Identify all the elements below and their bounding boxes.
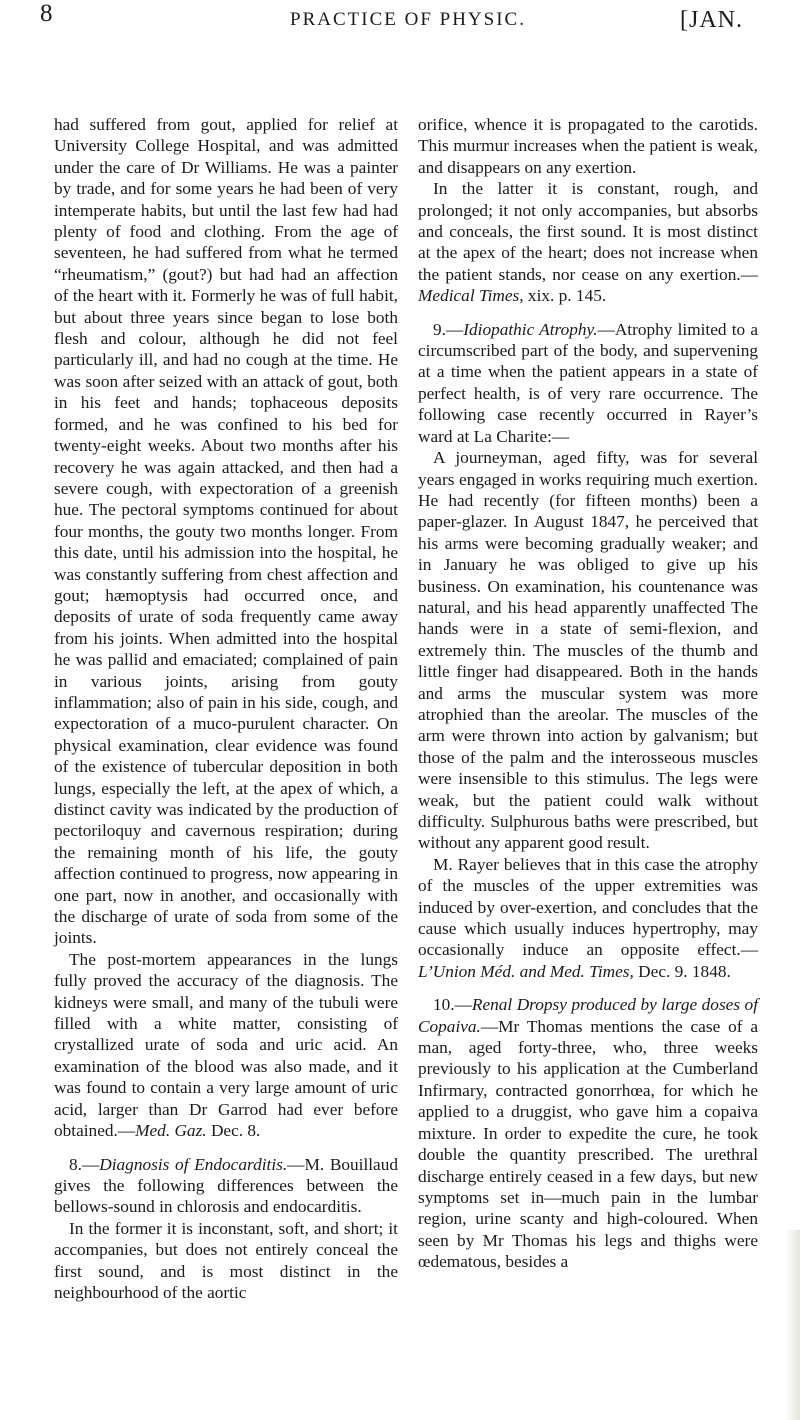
section-title: Diagnosis of Endocarditis.	[99, 1154, 288, 1174]
left-column	[54, 114, 398, 1303]
paragraph-text: —M. Bouillaud gives the following differences between the bellows-sound in chlorosis and endocarditis.	[54, 1154, 399, 1217]
paragraph	[418, 178, 758, 306]
citation-date: Dec. 8.	[206, 1121, 261, 1141]
page-number: 8	[40, 0, 53, 27]
running-head: PRACTICE OF PHYSIC.	[290, 9, 526, 30]
paragraph-text: M. Rayer believes that in this case the atrophy of the muscles of the upper extremities was induced by over-exertion, and concludes that the cause which usually induces hypertrophy, may occasionally induce an opposite effect.—	[418, 854, 758, 960]
section-number: 9.—	[433, 319, 464, 339]
section-paragraph	[418, 319, 758, 447]
paragraph-text: —Atrophy limited to a circumscribed part of the body, and supervening at a time when the patient appears in a state of perfect health, is of very rare occurrence. The following case recently occurred in Rayer’s ward at La Charite:—	[418, 319, 758, 446]
citation-date: Dec. 9. 1848.	[633, 961, 731, 981]
paragraph: In the former it is inconstant, soft, and short; it accompanies, but does not entirely conceal the first sound, and is most distinct in the neighbourhood of the aortic	[54, 1218, 398, 1302]
paragraph-text: —Mr Thomas mentions the case of a man, aged forty-three, who, three weeks previously to his application at the Cumberland Infirmary, contracted gonorrhœa, for which he applied to a druggist, who gave him a copaiva mixture. In order to expedite the cure, he took double the quantity prescribed. The urethral discharge entirely ceased in a few days, but new symptoms set in—much pain in the lumbar region, urine scanty and high-coloured. When seen by Mr Thomas his legs and thighs were œdematous, besides a	[418, 1016, 758, 1272]
citation: L’Union Méd. and Med. Times,	[418, 961, 634, 981]
paragraph	[54, 949, 398, 1142]
month-tag: [JAN.	[680, 7, 743, 33]
section-title: Renal Dropsy produced by large doses of Copaiva.	[418, 995, 758, 1036]
paragraph-text: In the latter it is constant, rough, and prolonged; it not only accompanies, but absorbs and conceals, the first sound. It is most distinct at the apex of the heart; does not increase when the patient stands, nor cease on any exertion.—	[418, 179, 758, 284]
paragraph	[418, 854, 758, 982]
section-paragraph	[54, 1154, 398, 1218]
paragraph-text: The post-mortem appearances in the lungs fully proved the accuracy of the diagnosis. The kidneys were small, and many of the tubuli were filled with a white matter, consisting of crystallized urate of soda and uric acid. An examination of the blood was also made, and it was found to contain a very large amount of uric acid, larger than Dr Garrod had ever before obtained.—	[54, 949, 398, 1141]
section-title: Idiopathic Atrophy.	[463, 319, 598, 339]
section-number: 8.—	[69, 1154, 100, 1174]
citation: Medical Times,	[418, 286, 524, 306]
section-paragraph	[418, 994, 758, 1272]
citation-page: xix. p. 145.	[523, 286, 607, 306]
citation: Med. Gaz.	[135, 1121, 207, 1141]
right-column	[418, 114, 758, 1273]
paragraph: A journeyman, aged fifty, was for several years engaged in works requiring much exertion. He had recently (for fifteen months) been a paper-glazer. In August 1847, he perceived that his arms were becoming gradually weaker; and in January he was obliged to give up his business. On examination, his countenance was natural, and his head apparently unaffected The hands were in a state of semi-flexion, and extremely thin. The muscles of the thumb and little finger had disappeared. Both in the hands and arms the muscular system was more atrophied than the areolar. The muscles of the arm were thrown into action by galvanism; but those of the palm and the interosseous muscles were insensible to this stimulus. The legs were weak, but the patient could walk without difficulty. Sulphurous baths were prescribed, but without any apparent good result.	[418, 448, 758, 853]
page-edge-shadow	[786, 1230, 800, 1420]
paragraph: had suffered from gout, applied for relief at University College Hospital, and was admitted under the care of Dr Williams. He was a painter by trade, and for some years he had been of very intemperate habits, but until the last few had had plenty of food and clothing. From the age of seventeen, he had suffered from what he termed “rheumatism,” (gout?) but had had an affection of the heart with it. Formerly he was of full habit, but about three years since began to lose both flesh and colour, although he did not feel particularly ill, and had no cough at the time. He was soon after seized with an attack of gout, both in his feet and hands; tophaceous deposits formed, and he was confined to his bed for twenty-eight weeks. About two months after his recovery he was again attacked, and then had a severe cough, with expectoration of a greenish hue. The pectoral symptoms continued for about four months, the gouty two months longer. From this date, until his admission into the hospital, he was constantly suffering from chest affection and gout; hæmoptysis had occurred once, and deposits of urate of soda frequently came away from his joints. When admitted into the hospital he was pallid and emaciated; complained of pain in various joints, arising from gouty inflammation; also of pain in his side, cough, and expectoration of a muco-purulent character. On physical examination, clear evidence was found of the existence of tubercular deposition in both lungs, especially the left, at the apex of which, a distinct cavity was indicated by the production of pectoriloquy and cavernous respiration; during the remaining month of his life, the gouty affection continued to progress, now appearing in one part, now in another, and occasionally with the discharge of urate of soda from some of the joints.	[54, 115, 398, 948]
paragraph: orifice, whence it is propagated to the carotids. This murmur increases when the patient is weak, and disappears on any exertion.	[418, 115, 758, 177]
section-number: 10.—	[433, 995, 472, 1015]
